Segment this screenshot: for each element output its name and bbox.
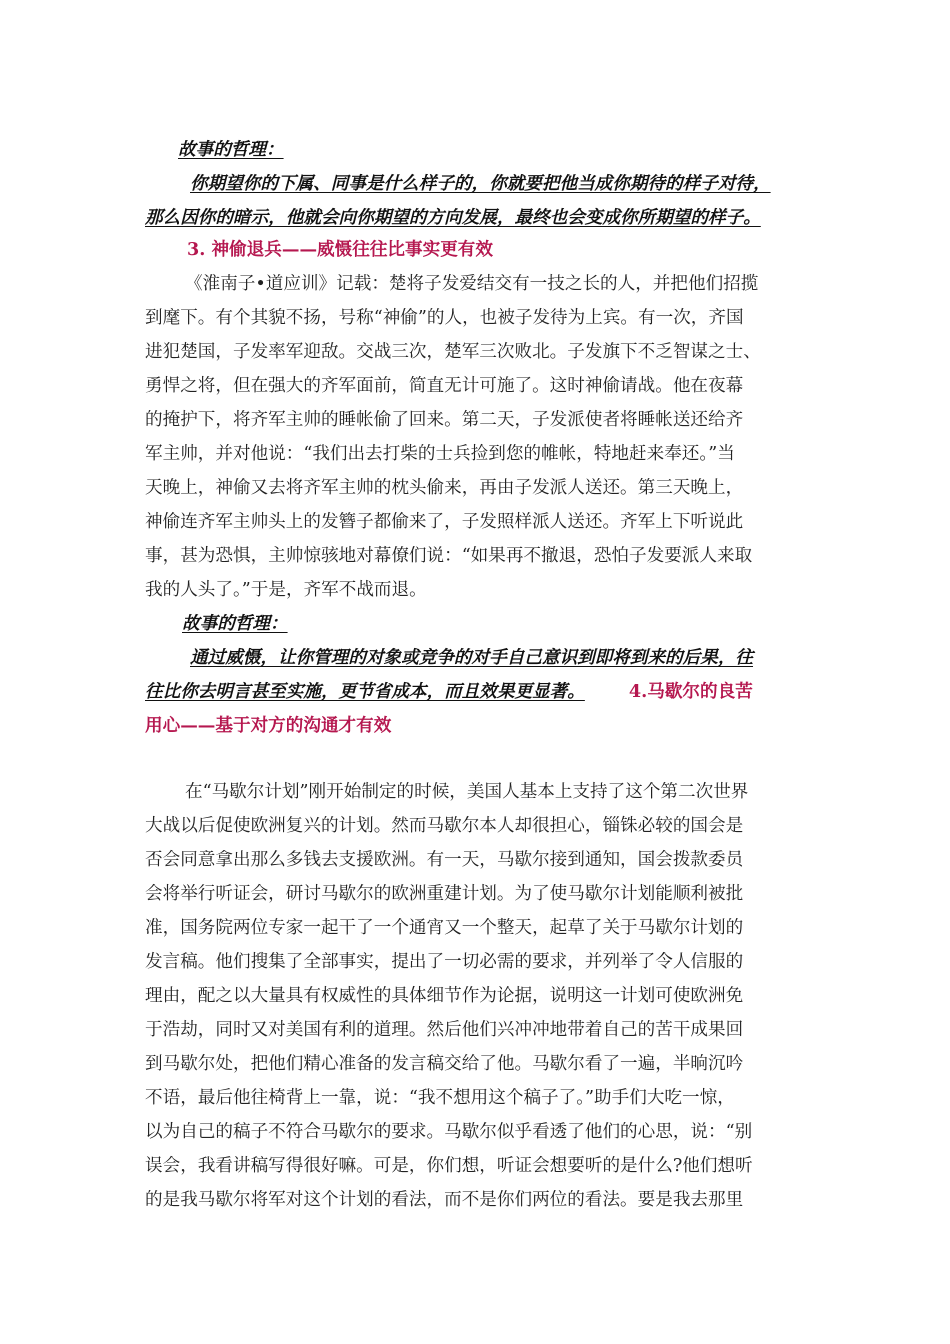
paragraph-line: 大战以后促使欧洲复兴的计划。然而马歇尔本人却很担心，锱铢必较的国会是: [145, 816, 744, 836]
paragraph-line: 神偷连齐军主帅头上的发簪子都偷来了，子发照样派人送还。齐军上下听说此: [145, 512, 744, 532]
paragraph-line: 会将举行听证会，研讨马歇尔的欧洲重建计划。为了使马歇尔计划能顺利被批: [145, 884, 744, 904]
paragraph-line: 《淮南子•道应训》记载：楚将子发爱结交有一技之长的人，并把他们招揽: [185, 274, 759, 294]
moral-text-line: 通过威慑，让你管理的对象或竞争的对手自己意识到即将到来的后果，往: [190, 647, 754, 668]
paragraph-line: 军主帅，并对他说：“我们出去打柴的士兵捡到您的帷帐，特地赶来奉还。”当: [145, 444, 735, 464]
paragraph-line: 以为自己的稿子不符合马歇尔的要求。马歇尔似乎看透了他们的心思，说：“别: [145, 1122, 753, 1142]
paragraph-line: 发言稿。他们搜集了全部事实，提出了一切必需的要求，并列举了令人信服的: [145, 952, 744, 972]
paragraph-line: 否会同意拿出那么多钱去支援欧洲。有一天，马歇尔接到通知，国会拨款委员: [145, 850, 744, 870]
section-heading: 4.马歇尔的良苦: [628, 681, 753, 702]
section-heading: 3. 神偷退兵——威慑往往比事实更有效: [187, 239, 493, 260]
paragraph-line: 的是我马歇尔将军对这个计划的看法，而不是你们两位的看法。要是我去那里: [145, 1190, 744, 1210]
paragraph-line: 准，国务院两位专家一起干了一个通宵又一个整天，起草了关于马歇尔计划的: [145, 918, 744, 938]
paragraph-line: 到马歇尔处，把他们精心准备的发言稿交给了他。马歇尔看了一遍，半晌沉吟: [145, 1054, 744, 1074]
paragraph-line: 天晚上，神偷又去将齐军主帅的枕头偷来，再由子发派人送还。第三天晚上，: [145, 478, 744, 498]
paragraph-line: 事，甚为恐惧，主帅惊骇地对幕僚们说：“如果再不撤退，恐怕子发要派人来取: [145, 546, 753, 566]
paragraph-line: 误会，我看讲稿写得很好嘛。可是，你们想，听证会想要听的是什么?他们想听: [145, 1156, 753, 1176]
moral-text-line: 那么因你的暗示，他就会向你期望的方向发展，最终也会变成你所期望的样子。: [145, 207, 761, 228]
paragraph-line: 我的人头了。”于是，齐军不战而退。: [145, 580, 427, 600]
paragraph-line: 到麾下。有个其貌不扬，号称“神偷”的人，也被子发待为上宾。有一次，齐国: [145, 308, 744, 328]
moral-text-line: 往比你去明言甚至实施，更节省成本，而且效果更显著。: [145, 681, 585, 702]
paragraph-line: 不语，最后他往椅背上一靠，说：“我不想用这个稿子了。”助手们大吃一惊，: [145, 1088, 735, 1108]
paragraph-line: 理由，配之以大量具有权威性的具体细节作为论据，说明这一计划可使欧洲免: [145, 986, 744, 1006]
paragraph-line: 在“马歇尔计划”刚开始制定的时候，美国人基本上支持了这个第二次世界: [185, 782, 749, 802]
moral-text-line: 你期望你的下属、同事是什么样子的，你就要把他当成你期待的样子对待，: [190, 173, 771, 194]
paragraph-line: 勇悍之将，但在强大的齐军面前，简直无计可施了。这时神偷请战。他在夜幕: [145, 376, 744, 396]
paragraph-line: 的掩护下，将齐军主帅的睡帐偷了回来。第二天，子发派使者将睡帐送还给齐: [145, 410, 744, 430]
paragraph-line: 于浩劫，同时又对美国有利的道理。然后他们兴冲冲地带着自己的苦干成果回: [145, 1020, 744, 1040]
moral-label: 故事的哲理：: [182, 613, 288, 634]
moral-heading-line: [0, 680, 950, 704]
moral-label: 故事的哲理：: [178, 139, 284, 160]
paragraph-line: 进犯楚国，子发率军迎敌。交战三次，楚军三次败北。子发旗下不乏智谋之士、: [145, 342, 761, 362]
section-heading-continued: 用心——基于对方的沟通才有效: [145, 715, 392, 736]
